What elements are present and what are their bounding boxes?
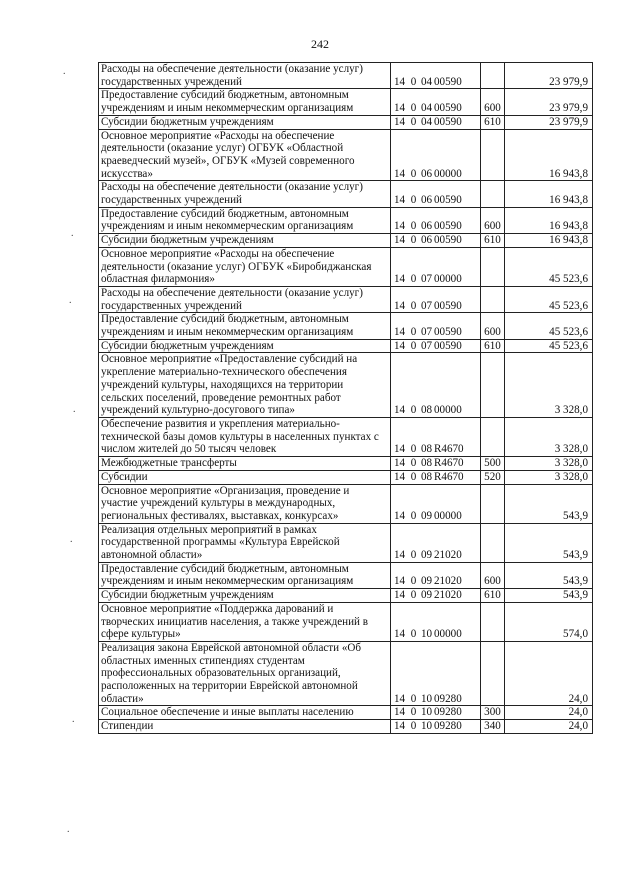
code-part-3: 09: [420, 549, 433, 562]
row-expense-type: [481, 286, 505, 312]
code-part-4: R4670: [434, 457, 464, 470]
row-code: [391, 89, 481, 115]
code-part-3: 10: [420, 720, 433, 733]
code-part-1: 14: [394, 102, 406, 115]
row-code: [391, 641, 481, 706]
row-code: [391, 207, 481, 233]
code-part-1: 14: [394, 457, 406, 470]
code-part-4: 00590: [434, 220, 462, 233]
row-code: [391, 234, 481, 248]
code-part-3: 04: [420, 75, 433, 88]
code-part-3: 06: [420, 234, 433, 247]
code-part-4: 21020: [434, 575, 462, 588]
row-name: Межбюджетные трансферты: [99, 457, 391, 471]
code-part-3: 07: [420, 339, 433, 352]
row-expense-type: [481, 602, 505, 641]
margin-mark: .: [73, 404, 76, 415]
code-part-2: 0: [410, 75, 417, 88]
row-code: [391, 417, 481, 456]
row-name: Субсидии бюджетным учреждениям: [99, 589, 391, 603]
row-expense-type: [481, 417, 505, 456]
code-part-4: 09280: [434, 720, 462, 733]
table-row: [99, 89, 593, 115]
row-expense-type: 610: [481, 339, 505, 353]
code-part-2: 0: [410, 339, 417, 352]
code-part-4: 00590: [434, 299, 462, 312]
row-expense-type: 300: [481, 706, 505, 720]
row-name: Субсидии бюджетным учреждениям: [99, 115, 391, 129]
code-part-1: 14: [394, 720, 406, 733]
table-row: [99, 353, 593, 418]
row-expense-type: [481, 353, 505, 418]
row-name: Основное мероприятие «Предоставление субсидий на укрепление материально-технического обеспечения учреждений культуры, находящихся на территории сельских поселений, проведение ремонтных работ учреждений культурно-досугового типа»: [99, 353, 391, 418]
code-part-2: 0: [410, 220, 417, 233]
code-part-4: 00000: [434, 167, 462, 180]
row-name: Предоставление субсидий бюджетным, автономным учреждениям и иным некоммерческим организациям: [99, 89, 391, 115]
code-part-4: 00590: [434, 115, 462, 128]
table-row: [99, 234, 593, 248]
row-name: Расходы на обеспечение деятельности (оказание услуг) государственных учреждений: [99, 181, 391, 207]
page-number: 242: [311, 37, 329, 51]
row-code: [391, 484, 481, 523]
table-row: [99, 720, 593, 734]
row-expense-type: 600: [481, 89, 505, 115]
row-code: [391, 181, 481, 207]
row-expense-type: [481, 247, 505, 286]
row-code: [391, 247, 481, 286]
row-amount: 543,9: [505, 523, 593, 562]
table-row: [99, 115, 593, 129]
margin-mark: .: [69, 295, 72, 306]
code-part-3: 08: [420, 443, 433, 456]
row-code: [391, 63, 481, 89]
code-part-1: 14: [394, 273, 406, 286]
code-part-4: 00590: [434, 339, 462, 352]
row-expense-type: [481, 484, 505, 523]
row-expense-type: 610: [481, 234, 505, 248]
row-amount: 23 979,9: [505, 63, 593, 89]
row-expense-type: 340: [481, 720, 505, 734]
table-row: [99, 589, 593, 603]
code-part-3: 10: [420, 692, 433, 705]
row-code: [391, 286, 481, 312]
row-amount: 16 943,8: [505, 129, 593, 181]
code-part-1: 14: [394, 628, 406, 641]
code-part-1: 14: [394, 509, 406, 522]
code-part-2: 0: [410, 326, 417, 339]
code-part-2: 0: [410, 692, 417, 705]
table-row: [99, 207, 593, 233]
row-expense-type: 600: [481, 207, 505, 233]
code-part-4: 00590: [434, 75, 462, 88]
code-part-1: 14: [394, 575, 406, 588]
code-part-2: 0: [410, 102, 417, 115]
row-name: Основное мероприятие «Организация, проведение и участие учреждений культуры в международных, региональных фестивалях, выставках, конкурсах»: [99, 484, 391, 523]
row-expense-type: [481, 181, 505, 207]
margin-mark: .: [72, 714, 75, 725]
row-name: Реализация отдельных мероприятий в рамках государственной программы «Культура Еврейской автономной области»: [99, 523, 391, 562]
code-part-1: 14: [394, 339, 406, 352]
code-part-1: 14: [394, 706, 406, 719]
code-part-4: 00000: [434, 628, 462, 641]
row-expense-type: 520: [481, 470, 505, 484]
code-part-4: 21020: [434, 589, 462, 602]
code-part-2: 0: [410, 457, 417, 470]
code-part-4: 00000: [434, 273, 462, 286]
table-row: [99, 484, 593, 523]
code-part-2: 0: [410, 115, 417, 128]
table-row: [99, 641, 593, 706]
row-expense-type: 600: [481, 562, 505, 588]
row-amount: 16 943,8: [505, 181, 593, 207]
row-code: [391, 115, 481, 129]
row-code: [391, 523, 481, 562]
row-expense-type: [481, 641, 505, 706]
code-part-2: 0: [410, 194, 417, 207]
margin-mark: .: [63, 66, 66, 77]
code-part-1: 14: [394, 443, 406, 456]
row-name: Расходы на обеспечение деятельности (оказание услуг) государственных учреждений: [99, 63, 391, 89]
table-row: [99, 339, 593, 353]
code-part-2: 0: [410, 234, 417, 247]
row-name: Реализация закона Еврейской автономной области «Об областных именных стипендиях студентам профессиональных образовательных организаций, расположенных на территории Еврейской автономной области»: [99, 641, 391, 706]
row-code: [391, 129, 481, 181]
code-part-4: 00590: [434, 234, 462, 247]
table-row: [99, 470, 593, 484]
code-part-4: R4670: [434, 470, 464, 483]
code-part-3: 08: [420, 470, 433, 483]
code-part-1: 14: [394, 404, 406, 417]
code-part-4: 09280: [434, 692, 462, 705]
table-row: [99, 63, 593, 89]
row-amount: 45 523,6: [505, 286, 593, 312]
table-row: [99, 562, 593, 588]
code-part-2: 0: [410, 628, 417, 641]
code-part-1: 14: [394, 220, 406, 233]
code-part-2: 0: [410, 549, 417, 562]
table-row: [99, 286, 593, 312]
code-part-1: 14: [394, 234, 406, 247]
table-row: [99, 523, 593, 562]
row-amount: 24,0: [505, 720, 593, 734]
margin-mark: .: [67, 824, 70, 835]
code-part-2: 0: [410, 299, 417, 312]
code-part-2: 0: [410, 589, 417, 602]
row-name: Субсидии бюджетным учреждениям: [99, 339, 391, 353]
code-part-2: 0: [410, 706, 417, 719]
margin-mark: .: [71, 228, 74, 239]
code-part-3: 04: [420, 115, 433, 128]
row-name: Основное мероприятие «Поддержка дарований и творческих инициатив населения, а также учреждений в сфере культуры»: [99, 602, 391, 641]
row-expense-type: 500: [481, 457, 505, 471]
code-part-1: 14: [394, 470, 406, 483]
code-part-3: 06: [420, 194, 433, 207]
row-amount: 23 979,9: [505, 89, 593, 115]
code-part-2: 0: [410, 443, 417, 456]
row-amount: 23 979,9: [505, 115, 593, 129]
row-amount: 16 943,8: [505, 234, 593, 248]
table-row: [99, 457, 593, 471]
row-code: [391, 353, 481, 418]
row-amount: 543,9: [505, 484, 593, 523]
code-part-3: 08: [420, 457, 433, 470]
code-part-4: 00000: [434, 404, 462, 417]
row-name: Расходы на обеспечение деятельности (оказание услуг) государственных учреждений: [99, 286, 391, 312]
code-part-3: 09: [420, 589, 433, 602]
row-expense-type: [481, 63, 505, 89]
code-part-4: 00590: [434, 326, 462, 339]
row-name: Основное мероприятие «Расходы на обеспечение деятельности (оказание услуг) ОГБУК «Областной краеведческий музей», ОГБУК «Музей современного искусства»: [99, 129, 391, 181]
row-code: [391, 562, 481, 588]
margin-mark: .: [70, 534, 73, 545]
row-amount: 24,0: [505, 706, 593, 720]
row-amount: 574,0: [505, 602, 593, 641]
row-amount: 543,9: [505, 589, 593, 603]
budget-table: [98, 62, 593, 734]
row-expense-type: 610: [481, 115, 505, 129]
table-row: [99, 706, 593, 720]
code-part-2: 0: [410, 720, 417, 733]
row-expense-type: [481, 523, 505, 562]
code-part-1: 14: [394, 167, 406, 180]
code-part-3: 10: [420, 628, 433, 641]
row-expense-type: 610: [481, 589, 505, 603]
code-part-4: 09280: [434, 706, 462, 719]
row-name: Основное мероприятие «Расходы на обеспечение деятельности (оказание услуг) ОГБУК «Биробиджанская областная филармония»: [99, 247, 391, 286]
code-part-3: 07: [420, 299, 433, 312]
row-name: Предоставление субсидий бюджетным, автономным учреждениям и иным некоммерческим организациям: [99, 207, 391, 233]
row-code: [391, 457, 481, 471]
row-code: [391, 589, 481, 603]
table-row: [99, 417, 593, 456]
code-part-1: 14: [394, 692, 406, 705]
row-name: Субсидии бюджетным учреждениям: [99, 234, 391, 248]
table-row: [99, 129, 593, 181]
row-amount: 3 328,0: [505, 457, 593, 471]
row-amount: 45 523,6: [505, 339, 593, 353]
row-name: Социальное обеспечение и иные выплаты населению: [99, 706, 391, 720]
code-part-3: 08: [420, 404, 433, 417]
row-code: [391, 339, 481, 353]
row-name: Предоставление субсидий бюджетным, автономным учреждениям и иным некоммерческим организациям: [99, 562, 391, 588]
code-part-2: 0: [410, 575, 417, 588]
table-row: [99, 247, 593, 286]
code-part-3: 09: [420, 575, 433, 588]
code-part-4: R4670: [434, 443, 464, 456]
code-part-3: 06: [420, 167, 433, 180]
row-amount: 45 523,6: [505, 247, 593, 286]
code-part-1: 14: [394, 115, 406, 128]
code-part-2: 0: [410, 167, 417, 180]
code-part-3: 07: [420, 273, 433, 286]
row-amount: 3 328,0: [505, 417, 593, 456]
table-body: [99, 63, 593, 734]
code-part-3: 04: [420, 102, 433, 115]
row-code: [391, 706, 481, 720]
row-expense-type: [481, 129, 505, 181]
row-amount: 16 943,8: [505, 207, 593, 233]
code-part-1: 14: [394, 194, 406, 207]
row-amount: 3 328,0: [505, 470, 593, 484]
code-part-3: 09: [420, 509, 433, 522]
code-part-1: 14: [394, 589, 406, 602]
code-part-4: 00590: [434, 102, 462, 115]
row-code: [391, 602, 481, 641]
code-part-2: 0: [410, 509, 417, 522]
code-part-2: 0: [410, 404, 417, 417]
row-amount: 3 328,0: [505, 353, 593, 418]
row-code: [391, 720, 481, 734]
code-part-4: 00590: [434, 194, 462, 207]
code-part-4: 21020: [434, 549, 462, 562]
code-part-4: 00000: [434, 509, 462, 522]
code-part-3: 06: [420, 220, 433, 233]
row-amount: 45 523,6: [505, 313, 593, 339]
code-part-3: 07: [420, 326, 433, 339]
row-code: [391, 313, 481, 339]
code-part-1: 14: [394, 326, 406, 339]
row-name: Обеспечение развития и укрепления материально-технической базы домов культуры в населенных пунктах с числом жителей до 50 тысяч человек: [99, 417, 391, 456]
code-part-3: 10: [420, 706, 433, 719]
row-name: Субсидии: [99, 470, 391, 484]
row-name: Стипендии: [99, 720, 391, 734]
row-amount: 543,9: [505, 562, 593, 588]
table-row: [99, 313, 593, 339]
code-part-1: 14: [394, 549, 406, 562]
row-amount: 24,0: [505, 641, 593, 706]
code-part-1: 14: [394, 75, 406, 88]
table-row: [99, 181, 593, 207]
row-expense-type: 600: [481, 313, 505, 339]
code-part-2: 0: [410, 470, 417, 483]
code-part-2: 0: [410, 273, 417, 286]
row-name: Предоставление субсидий бюджетным, автономным учреждениям и иным некоммерческим организациям: [99, 313, 391, 339]
table-row: [99, 602, 593, 641]
row-code: [391, 470, 481, 484]
code-part-1: 14: [394, 299, 406, 312]
